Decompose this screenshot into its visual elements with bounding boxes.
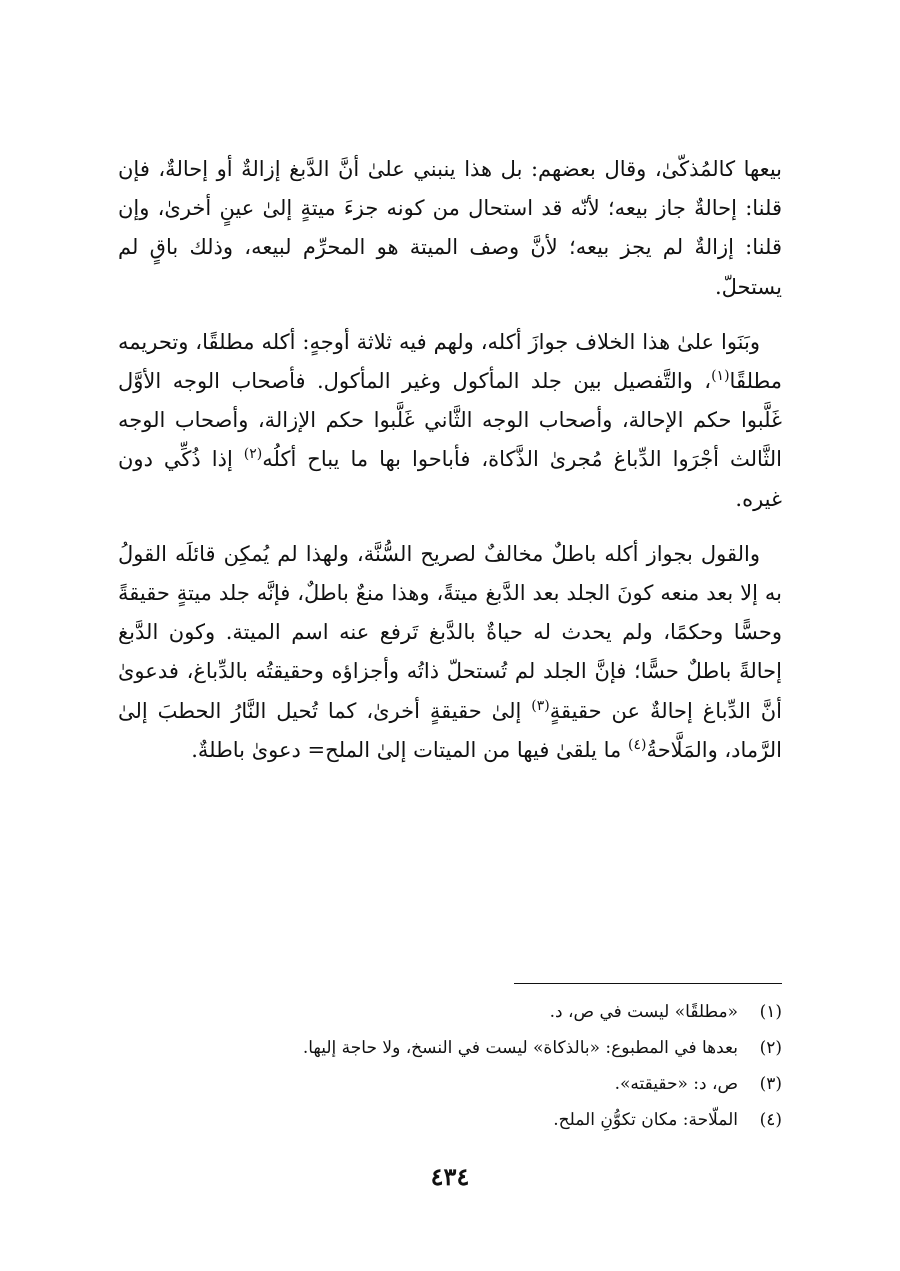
footnote-1-text: «مطلقًا» ليست في ص، د. bbox=[549, 1002, 738, 1022]
paragraph-3-text-c: ما يلقىٰ فيها من الميتات إلىٰ الملح= دعوىٰ باطلةٌ. bbox=[191, 737, 628, 762]
paragraph-2-text-a: وبَنَوا علىٰ هذا الخلاف جوازَ أكله، ولهم فيه ثلاثة أوجهٍ: أكله مطلقًا، وتحريمه مطلقًا bbox=[118, 329, 782, 394]
paragraph-3-text-a: والقول بجواز أكله باطلٌ مخالفٌ لصريح السُّنَّة، ولهذا لم يُمكِن قائلَه القولُ به إلا بعد منعه كونَ الجلد بعد الدَّبغ ميتةً، وهذا منعٌ باطلٌ، فإنَّه جلد ميتةٍ حقيقةً وحسًّا وحكمًا، ولم يحدث له حياةٌ بالدَّبغ تَرفع عنه اسم الميتة. وكون الدَّبغ إحالةً باطلٌ حسًّا؛ فإنَّ الجلد لم تُستحلّ ذاتُه وأجزاؤه وحقيقتُه بالدِّباغ، فدعوىٰ أنَّ الدِّباغ إحالةٌ عن حقيقةٍ bbox=[118, 541, 782, 723]
paragraph-2 bbox=[118, 323, 782, 519]
footnotes bbox=[118, 994, 782, 1138]
footnote-1 bbox=[118, 994, 782, 1030]
footnote-ref-3[interactable]: (٣) bbox=[531, 697, 550, 714]
footnote-ref-1[interactable]: (١) bbox=[711, 368, 730, 385]
footnote-4 bbox=[118, 1102, 782, 1138]
footnote-ref-2[interactable]: (٢) bbox=[243, 446, 263, 463]
paragraph-3 bbox=[118, 535, 782, 770]
footnote-3-text: ص، د: «حقيقته». bbox=[614, 1074, 738, 1094]
footnote-3 bbox=[118, 1066, 782, 1102]
paragraph-1 bbox=[118, 150, 782, 307]
footnote-2 bbox=[118, 1030, 782, 1066]
page-number: ٤٣٤ bbox=[430, 1162, 470, 1191]
footnote-2-text: بعدها في المطبوع: «بالذكاة» ليست في النسخ، ولا حاجة إليها. bbox=[302, 1038, 738, 1058]
paragraph-2-text-b: ، والتَّفصيل بين جلد المأكول وغير المأكول. فأصحاب الوجه الأوَّل غَلَّبوا حكم الإحالة، وأصحاب الوجه الثَّاني غَلَّبوا حكم الإزالة، وأصحاب الوجه الثَّالث أجْرَوا الدِّباغ مُجرىٰ الذَّكاة، فأباحوا بها ما يباح أكلُه bbox=[118, 369, 782, 472]
footnote-3-number: (٣) bbox=[759, 1074, 782, 1094]
paragraph-1-text: بيعها كالمُذكّىٰ، وقال بعضهم: بل هذا ينبني علىٰ أنَّ الدَّبغ إزالةٌ أو إحالةٌ، فإن قلنا: إحالةٌ جاز بيعه؛ لأنّه قد استحال من كونه جزءَ ميتةٍ إلىٰ عينٍ أخرىٰ، وإن قلنا: إزالةٌ لم يجز بيعه؛ لأنَّ وصف الميتة هو المحرِّم لبيعه، وذلك باقٍ لم يستحلّ. bbox=[118, 157, 782, 299]
paragraph-2-text-c: إذا ذُكِّي دون غيره. bbox=[118, 447, 782, 511]
footnote-4-text: الملّاحة: مكان تكوُّنِ الملح. bbox=[553, 1110, 738, 1130]
paragraph-3-text-b: إلىٰ حقيقةٍ أخرىٰ، كما تُحيل النَّارُ الحطبَ إلىٰ الرَّماد، والمَلَّاحةُ bbox=[118, 698, 782, 762]
footnote-2-number: (٢) bbox=[759, 1038, 782, 1058]
footnote-separator bbox=[514, 983, 782, 984]
footnote-1-number: (١) bbox=[759, 1002, 782, 1022]
footnote-ref-4[interactable]: (٤) bbox=[627, 736, 647, 753]
main-text bbox=[118, 150, 782, 786]
footnote-4-number: (٤) bbox=[759, 1110, 782, 1130]
